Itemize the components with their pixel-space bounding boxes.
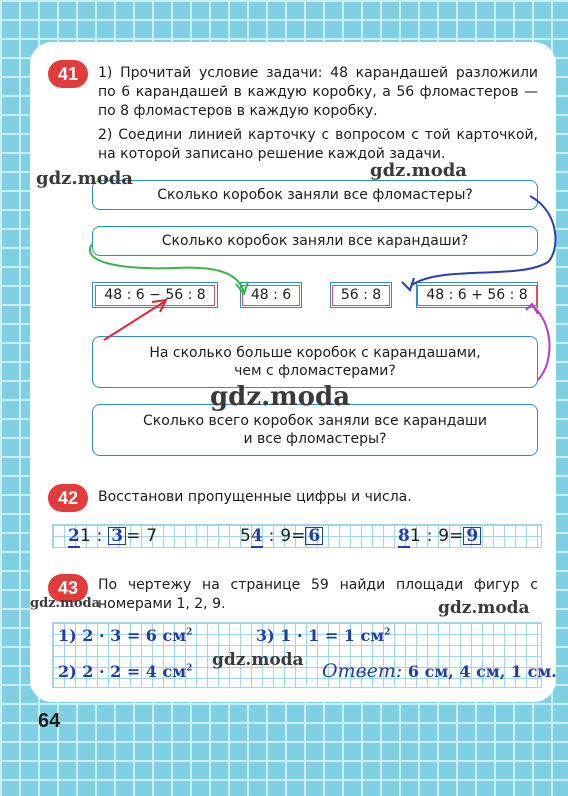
answer-line [322, 660, 557, 682]
equation-1 [68, 526, 157, 546]
eq3-digit-a: 8 [398, 526, 410, 546]
eq2-op: : [268, 526, 275, 546]
blue-line [412, 196, 555, 285]
answer-values: 6 см, 4 см, 1 см. [407, 662, 557, 681]
eq1-eq: = [126, 526, 141, 546]
eq2-digit-a: 5 [240, 526, 251, 546]
eq2-digit-b: 4 [250, 526, 263, 546]
eq1-digit-d: 7 [146, 526, 158, 546]
solution-line-2-sup: 2 [384, 627, 391, 638]
watermark: gdz.moda [210, 382, 351, 412]
eq3-digit-b: 1 [409, 526, 421, 546]
eq1-digit-b: 1 [79, 526, 91, 546]
eq2-digit-c: 9 [280, 526, 292, 546]
solution-line-2-text: 3) 1 · 1 = 1 см [256, 626, 385, 645]
question-card-how-many-more: На сколько больше коробок с карандашами, чем с фломастерами? [92, 336, 538, 388]
watermark: gdz.moda [36, 168, 133, 189]
equation-2 [240, 526, 323, 546]
purple-line [532, 306, 549, 380]
solution-line-3 [58, 662, 192, 681]
page-number: 64 [38, 710, 61, 732]
question-card-total: Сколько всего коробок заняли все карандаши и все фломастеры? [92, 404, 538, 456]
eq2-digit-d: 6 [305, 527, 323, 545]
blue-arrowhead [402, 278, 414, 290]
solution-line-1-text: 1) 2 · 3 = 6 см [58, 626, 187, 645]
eq3-digit-d: 9 [463, 527, 481, 545]
task-42-text: Восстанови пропущенные цифры и числа. [98, 489, 412, 505]
answer-difference: 48 : 6 − 56 : 8 [95, 285, 214, 306]
task-43-badge: 43 [48, 574, 88, 602]
task-41-badge: 41 [48, 60, 88, 88]
watermark: gdz.moda [370, 160, 467, 181]
watermark: gdz.moda [30, 596, 101, 611]
eq1-digit-a: 2 [68, 526, 80, 546]
task-41-part2: 2) Соедини линией карточку с вопросом с той карточкой, на которой записано решение каждой задачи. [98, 127, 538, 162]
equation-3 [398, 526, 481, 546]
eq1-op: : [96, 526, 103, 546]
question-card-pencils: Сколько коробок заняли все карандаши? [92, 226, 538, 256]
green-line [90, 244, 244, 292]
eq3-digit-c: 9 [438, 526, 450, 546]
watermark: gdz.moda [212, 650, 304, 670]
watermark: gdz.moda [438, 598, 530, 618]
eq2-eq: = [291, 526, 306, 546]
answer-pencils: 48 : 6 [242, 285, 300, 306]
task-41-part1: 1) Прочитай условие задачи: 48 карандашей разложили по 6 карандашей в каждую коробку, а 56 фломастеров — по 8 фломастеров в каждую коробку. [98, 65, 538, 119]
red-line [104, 302, 164, 340]
answer-label: Ответ: [322, 660, 403, 682]
eq3-eq: = [449, 526, 464, 546]
task-43-text: По чертежу на странице 59 найди площади фигур с номерами 1, 2, 9. [98, 577, 538, 612]
eq1-digit-c: 3 [108, 527, 126, 545]
solution-line-1 [58, 626, 192, 645]
answer-markers: 56 : 8 [332, 285, 390, 306]
question-card-markers: Сколько коробок заняли все фломастеры? [92, 180, 538, 210]
eq3-op: : [426, 526, 433, 546]
answer-sum: 48 : 6 + 56 : 8 [417, 285, 536, 306]
solution-line-2 [256, 626, 390, 645]
task-42-badge: 42 [48, 484, 88, 512]
solution-line-1-sup: 2 [186, 627, 193, 638]
solution-line-3-sup: 2 [186, 663, 193, 674]
solution-line-3-text: 2) 2 · 2 = 4 см [58, 662, 187, 681]
